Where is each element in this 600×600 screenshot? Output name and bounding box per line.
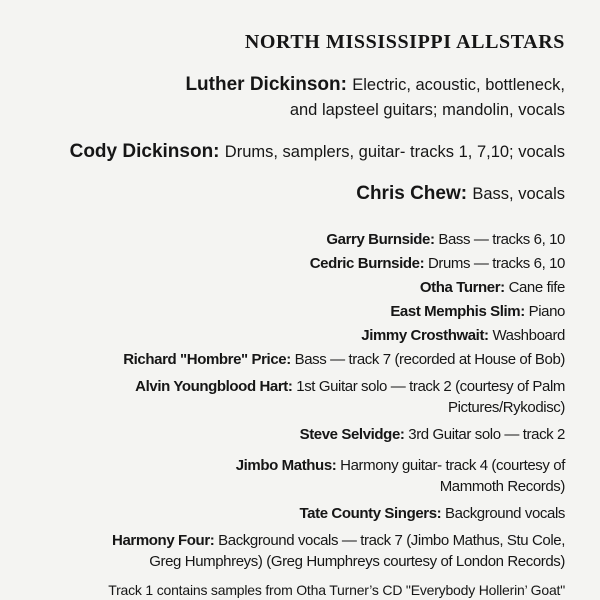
credit-cody-dickinson	[20, 139, 565, 165]
credit-otha-turner	[20, 277, 565, 298]
credit-richard-price	[20, 349, 565, 370]
credit-role: Electric, acoustic, bottleneck,	[352, 76, 565, 94]
credit-name: Chris Chew:	[356, 183, 468, 204]
credit-chris-chew	[20, 181, 565, 207]
credit-name: Tate County Singers:	[299, 505, 442, 522]
credit-jimmy-crosthwait	[20, 325, 565, 346]
credit-name: Otha Turner:	[419, 279, 505, 296]
credit-name: Alvin Youngblood Hart:	[135, 378, 293, 395]
credit-name: Luther Dickinson:	[185, 74, 347, 95]
credit-role: Harmony guitar- track 4 (courtesy of	[340, 457, 565, 474]
credit-role: Background vocals — track 7 (Jimbo Mathus, Stu Cole,	[218, 532, 565, 549]
credit-harmony-four	[20, 530, 565, 572]
credit-role-continued: Pictures/Rykodisc)	[448, 399, 565, 416]
credit-role: Bass — track 7 (recorded at House of Bob)	[294, 351, 565, 368]
credit-role: Drums — tracks 6, 10	[427, 255, 565, 272]
credit-role: Piano	[528, 303, 565, 320]
credit-role: Background vocals	[445, 505, 565, 522]
credit-name: Cedric Burnside:	[309, 255, 425, 272]
band-title: NORTH MISSISSIPPI ALLSTARS	[244, 31, 565, 53]
credit-name: Richard "Hombre" Price:	[123, 351, 291, 368]
credit-role: Drums, samplers, guitar- tracks 1, 7,10; vocals	[224, 143, 565, 161]
credit-role-continued: Greg Humphreys) (Greg Humphreys courtesy of London Records)	[149, 553, 565, 570]
credit-tate-county-singers	[20, 503, 565, 524]
credit-role: Washboard	[492, 327, 565, 344]
credit-role: Cane fife	[508, 279, 565, 296]
credit-name: Garry Burnside:	[326, 231, 435, 248]
credit-jimbo-mathus	[20, 455, 565, 497]
credit-role: Bass — tracks 6, 10	[438, 231, 565, 248]
credit-name: Jimbo Mathus:	[235, 457, 337, 474]
credit-role: 1st Guitar solo — track 2 (courtesy of Palm	[296, 378, 565, 395]
credit-steve-selvidge	[20, 424, 565, 445]
credit-name: Harmony Four:	[112, 532, 215, 549]
credit-role-continued: Mammoth Records)	[439, 478, 565, 495]
sample-note: Track 1 contains samples from Otha Turner’s CD "Everybody Hollerin’ Goat"	[108, 582, 565, 598]
credit-role-continued: and lapsteel guitars; mandolin, vocals	[289, 101, 565, 119]
credit-role: 3rd Guitar solo — track 2	[408, 426, 565, 443]
credit-east-memphis-slim	[20, 301, 565, 322]
credit-garry-burnside	[20, 229, 565, 250]
credit-name: East Memphis Slim:	[390, 303, 525, 320]
credit-luther-dickinson	[20, 72, 565, 123]
credit-name: Jimmy Crosthwait:	[361, 327, 489, 344]
credit-cedric-burnside	[20, 253, 565, 274]
credit-alvin-youngblood-hart	[20, 376, 565, 418]
credit-role: Bass, vocals	[472, 185, 565, 203]
credit-name: Cody Dickinson:	[69, 141, 220, 162]
credit-name: Steve Selvidge:	[299, 426, 405, 443]
